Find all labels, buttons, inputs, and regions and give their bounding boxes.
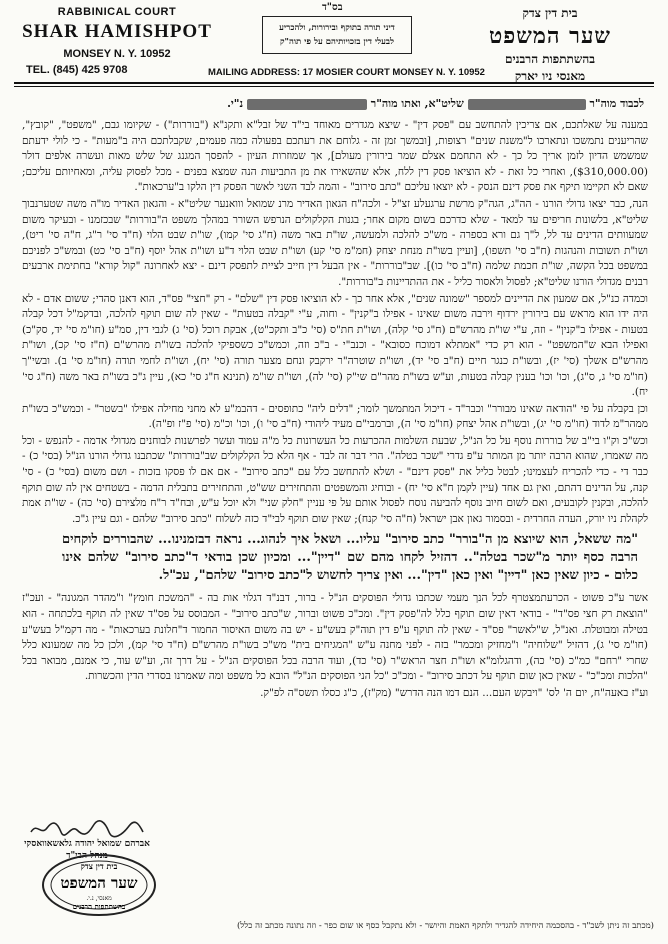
bsd-mark: בס"ד: [322, 2, 343, 13]
court-address-english: MONSEY N. Y. 10952: [63, 48, 171, 60]
motto-line-1: דיני תורה בתוקף ובירורות, ולהכריע: [279, 23, 395, 33]
letterhead-english: [22, 6, 212, 76]
handwritten-signature: [27, 820, 147, 838]
greeting-line: [227, 97, 644, 110]
stamp-line-3: בהשתתפות הרבנים: [72, 902, 126, 911]
court-title-hebrew: בית דין צדק: [522, 6, 578, 20]
paragraph-1: במענה על שאלתכם, אם צריכין להתחשב עם "פסק דין" - שיצא מגדרים מאוחד בי"ד של זבל"א ותקנ"א ("בוררות") - שקיומו גבם, "משפט", "קובץ", שהריענים נתמשכו ונתארכו ל"משנת שנים" רצופות, [ובמשך זמן זה - גלוחם את רעתכם בפעולה כמה פעמים, שקבלתכם היה ב"מעות" - כי לולי ידעתם שמשמש הדיון לזמן אריך כל כך - לא התחמם אצלם שמר בירורין מעולם], אך שמוזרות העיון - להפסך המגנג של שלש מאות ועשרה אלפים דולר ($310,000.00), ואחרי כל זאת - לא הוציאו פסק דין ללח, אלא שהשאירו את מן התביעות הנה שמצא בפנים - מכל לפסוק עליה, ומאחיותם עליכם; שאם לא תקיימו תיקף את פסק דינם הנסק - לא יוצאו עליכם "כתב סירוב" - והמה לבד השני לאשר הפסק דין הלקו ב"ערכאות".: [22, 119, 648, 194]
court-name-hebrew: שער המשפט: [488, 23, 612, 49]
court-subtitle-hebrew: בהשתתפות הרבנים: [504, 52, 596, 66]
greeting-suffix: נ"י.: [227, 97, 244, 110]
closing-line: וע"ז באעה"ח, יום ה' לס' "ויבקש העם... הנם דמו הנה הדרש" (מק"ז), כ"ג כסלו תשס"ה לפ"ק.: [260, 687, 648, 699]
letter-body: [22, 118, 648, 703]
signer-title: מנהל הבי"ד: [66, 851, 108, 861]
signer-name: אברהם שמואל יהודה גלאשאוואסקי: [24, 839, 150, 849]
court-title-english: RABBINICAL COURT: [57, 6, 177, 18]
stamp-line-2: שער המשפט: [60, 874, 138, 892]
court-city-hebrew: מאנסי ניו יארק: [514, 69, 586, 83]
court-stamp: [40, 852, 158, 918]
paragraph-2: הנה, כבר יצאו גדולי הורנו - הה"ג, הגה"ק מרשת ערגעלע זצ"ל - ולכה"ח הגאון האדיר מרנ שמואל ווואנער שליט"א - והגאון האדיר מו"ה משה שטערנבוך שליט"א, בלשונות חריפים עד למאד - שלא כדרכם בשום מקום אחר; בגנות הקלקולים הנרפש השורר במהלך משפט ה"בוררות" שבכזמנו - ובעיקר משום שמעוותים הדינים עד לל, ל"ך גם ורא בספרה - מש"כ להלכה ולמעשה, שו"ת באר משה (ח"ג סי' קמו), שו"ת שבט הלוי (ח"ד סי' ר"ג, ח"ה סי' ריט), ושו"ת תשובות והנהגות (ח"ב סי' תשפו), [ועיין בשו"ת מנחת יצחק (חמ"מ סי' קע) ושו"ת שבט הלוי ד"ע ושו"ת אהל יוסף (ח"ב סי' כט) ובמש"כ לפניכם במשפט בכל הקשה, שו"ת חכמת שלמה (ח"ב סי' כו)]. שב"בוררות" - אין הבעל דין חייב לציית לתפסק דינם - יצא לאחרונה "קול קורא" בחתימת ארבעים רבנים מגדולי הורנו שליט"א; לפסול ולאסור כליל - את ההתדיינות ב"בוררות".: [22, 197, 648, 288]
letterhead-divider-thin: [14, 86, 654, 87]
stamp-line-1: בית דין צדק: [80, 861, 118, 871]
paragraph-3: וכמדה כנ"ל, אם שמעון את הדיינים למספר "שמונה שנים", אלא אחר כך - לא הוציאו פסק דין "שלם" - רק "חצי" פס"ד, הוא דאנן סהדי; ששום אדם - לא היה ידו הוא מראש עם בירורין ירדוף וירבה משום שאינו - אפילו ב"קנין" - וחוה, ע"י "קבלה בטעות" - שאין לה שום תוקף להלכה, ובדקמ"ל דכל קבלה בטעות - אפילו ב"קנין" - וזה, ע"י שו"ת מהרש"ם (ח"ג סי' קלה), ושו"ת חת"ס (סי' כ"ב ותקכ"ט), אבקת רוכל (סי' ג) לגבי דין, סמ"ע (חו"מ סי' יד, סק"כ) ואפילו הבא ש"המשפט" - הוא רק כדי "אמתלא דמוכח כסובא" - וכנב"י - ב"כ וזה, וכמש"כ כשספיקי להלכה בשו"ת מהרש"ם (ח"ז סי' קכ), ושו"ת מהרש"ם אשלך (סי' יז), ובשו"ת כנגר חיים (ח"ב סי' יד), ושו"ת שוטרה"ר ירקבק ונחם מצער תורה (סי' יח), ושו"ת לחמי תודה (חו"מ סי' ב). ובשי"ך (חו"מ סי' ג, ס"ג), וכו' וכו' בענין קבלה בטעות, וע"ש בשו"ת מהר"ם שי"ק (סי' לה), ושו"ת שו"מ (תנינא ח"ג סי' כא), עיין ג"כ בשו"ת באר משה (ח"ג סי' יח).: [22, 292, 648, 399]
footer-note: (מכתב זה ניתן לשכ"ד - בהסכמה היחידה להגדיר ולתקף האמת והיושר - ולא נתקבל כסף או שום כפר - וזה נתונה מכתב זה כלל): [236, 921, 654, 931]
stamp-line-4: מאנסי, נ.י.: [86, 895, 112, 902]
letterhead-divider: [14, 82, 654, 84]
court-telephone: TEL. (845) 425 9708: [26, 64, 128, 76]
paragraph-6: אשר ע"כ פשוט - הכרעתמצטרף לכל הנך מעמי שכתבו גדולי הפוסקים הנ"ל - ברור, דבנ"ד דגלוי אות בה - "המשכת חומץ" ו"מהדר המגונה" - ועכ"ז "הוצאת רק חצי פס"ד" - בודאי דאין שום תוקף כלל לה"פסק דין". ומכ"כ פשוט וברור, ש"כתב סירוב" - המבוסס על פס"ד שאין לה תוקף בלכתחה - הוא בטילה ומבוטלת. ואנ"ל, ש"לאשר" פס"ד - שאין לה תוקף ע"פ דין תוה"ק בעש"ע - יש בה משום האיסור החמור ד"חלונת בערכאות" - מה דקמ"ל בעש"ע (חו"מ סי' ג), דהזיל "שלוחיה" ו"מחזיק ומכמר" בזה - לפני מחנה ע"ש "המגיחים בית" מש"כ בשו"ת מהרש"ם (ח"ד סי' קמ), ולכן כל מה שמעונא כלל שחרי "רחם" כמ"כ (סי' כה), ודהגלומ"א ושו"ת חצר הראש"ר (סי' כד), ועוד הרבה בכל הפוסקים הנ"ל - על דרך זה, וע"ש עוד, כי אמנם, מבואר בכל "הלכות ומכ"כ" - שאין כאן שום תוקף על דכתב סירוב" - ומכ"כ "כל הני הפוסקים הנ"ל" הובא כל משפט ומה שאמרנו בסדרי הדין והכשרות.: [22, 592, 648, 683]
greeting-middle: שליט"א, ואתו מוה"ר: [370, 97, 464, 110]
redacted-name-2: [247, 99, 367, 110]
paragraph-5: וכש"כ וק"ו בי"ב של בוררות נוסף על כל הנ"ל, שבעת השלמות ההכרעות כל העשרונות כל מ"ה עמוד ועשר לפרשנות לבוחנים מגדולי אדמה - להנפש - וכל מה שאמרו, שהוא הרבה יותר מן המותר ע"פ גדרי "שכר בטלה". הרי דבר זה לבד - אף הלא כל הקלקולים שב"בוררות" שכתבנו גדולי הורנו הנ"ל (בסי' כ) - כבר די - כדי להכריח לעצמינו; לבטל כליל את "פסק דינם" - ושלא להתחשב כלל עם "כתב סירוב" - אם אם לו פסקו בזכות - ושם משום (בסי' כ) - סי' קנה, על הדינים דהתם, ואין גם אחד (עיין לקמן ח"א סי' יח) - ובוחיג והמשפטים והתחזירים שש"ט, והתחזירים בתבלית הדמה - בשטחים אין לה שום תוקף להלכה, ובקנין לקובעים, ואם לשום חיוב נוסף להביעה נוסח לפסול אותם על פי עניין "חלק שני" ולא יוכל ע"ש, ובח"ד ר"ח מלצירם (סי' כה) - שו"ת אמת לקהלת ניו יורק, העדה החרדית - ובסמור גאון אבן ישראל (ח"ה סי' קנח); שאין שום תוקף לבי"ד כזה לשלוח "כתב סירוב" שלהם - וגם עיין ג"כ.: [22, 434, 648, 525]
mailing-address: MAILING ADDRESS: 17 MOSIER COURT MONSEY N. Y. 10952: [208, 67, 485, 78]
greeting-prefix: לכבוד מוה"ר: [589, 97, 644, 110]
court-name-english: SHAR HAMISHPOT: [22, 21, 212, 42]
quoted-ruling: "מה ששאל, הוא שיוצא מן ה"בורר" כתב סירוב" עליו... ושאל איך לנהוג... נראה דבזמנינו... שהבוררים לוקחים הרבה כסף יותר מ"שכר בטלה".. דהזיל לקחו מהם שם "דיין"... ומכיון שכן בודאי ד"כתב סירוב" שלהם אינו כלום - כיון שאין כאן "דיין" ואין כאן "דין"... ואין צריך לחשוש ל"כתב סירוב" שלהם", עכ"ל.: [62, 532, 638, 584]
motto-line-2: לבעלי דין בזכויותיהם על פי תוה"ק: [279, 37, 395, 47]
paragraph-4: וכן בקבלה על פי "הודאה שאינו מבורר" וכבר"ד - דיכול המתמשך לומר; "דלים ליה" כתופסים - דהבמ"ע לא מחני מחילה אפילו "בשטר" - וכמש"כ בשו"ת ממהר"מ לדוד (חו"מ סי' יג), ובשו"ת אהל יצחק (חו"מ סי' ה), וברמבי"ם מעיד ליהודי (ח"ב סי' ו), וכו' וכ"מ (סי' פ"ז ופ"ה).: [22, 402, 648, 431]
letterhead-motto-box: [262, 16, 412, 54]
redacted-name-1: [468, 99, 586, 110]
